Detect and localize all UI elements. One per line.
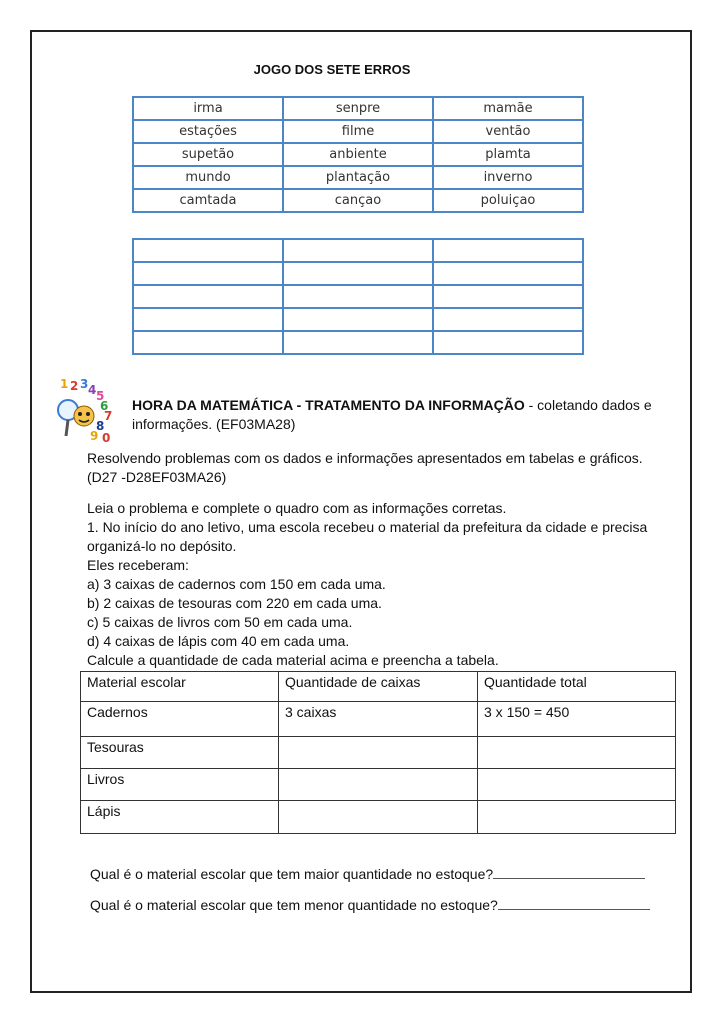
answer-cell[interactable] [133,285,283,308]
answer-cell[interactable] [283,308,433,331]
answer-cell[interactable] [133,331,283,354]
table-row [81,702,676,737]
table-row [133,97,583,120]
character-face-icon [74,406,94,426]
material-name: Lápis [81,801,279,834]
question-2 [90,897,650,913]
boxes-cell[interactable] [279,769,478,801]
table-row [133,308,583,331]
total-cell[interactable] [478,737,676,769]
problem-line-1: 1. No início do ano letivo, uma escola recebeu o material da prefeitura da cidade e precisa [87,519,648,535]
digit-5: 5 [96,389,105,403]
item-c: c) 5 caixas de livros com 50 em cada uma. [87,614,353,630]
material-table [80,671,676,834]
item-a: a) 3 caixas de cadernos com 150 em cada uma. [87,576,386,592]
header-material: Material escolar [81,672,279,702]
table-row [133,262,583,285]
word-cell: camtada [133,189,283,212]
intro-line-1: Resolvendo problemas com os dados e informações apresentados em tabelas e gráficos. [87,450,643,466]
table-row [133,143,583,166]
received-text: Eles receberam: [87,557,189,573]
word-cell: mundo [133,166,283,189]
digit-2: 2 [70,379,79,393]
answer-cell[interactable] [283,331,433,354]
problem-line-2: organizá-lo no depósito. [87,538,237,554]
answer-cell[interactable] [283,239,433,262]
answer-cell[interactable] [433,308,583,331]
answer-cell[interactable] [433,239,583,262]
total-cell[interactable]: 3 x 150 = 450 [478,702,676,737]
answer-table [132,238,584,355]
table-row [133,120,583,143]
table-row [133,285,583,308]
header-boxes: Quantidade de caixas [279,672,478,702]
table-row [133,189,583,212]
item-b: b) 2 caixas de tesouras com 220 em cada uma. [87,595,382,611]
word-cell: poluiçao [433,189,583,212]
section-heading-bold: HORA DA MATEMÁTICA - TRATAMENTO DA INFORMAÇÃO [132,397,525,413]
answer-cell[interactable] [433,285,583,308]
digit-9: 9 [90,429,99,443]
boxes-cell[interactable] [279,737,478,769]
word-cell: filme [283,120,433,143]
answer-line-2[interactable] [498,897,650,910]
word-cell: mamãe [433,97,583,120]
word-table [132,96,584,213]
instruction-text: Leia o problema e complete o quadro com as informações corretas. [87,500,507,516]
answer-cell[interactable] [283,262,433,285]
section-heading-rest: - coletando dados e informações. (EF03MA28) [132,397,652,432]
calc-instruction: Calcule a quantidade de cada material acima e preencha a tabela. [87,652,499,668]
material-name: Cadernos [81,702,279,737]
question-1-text: Qual é o material escolar que tem maior quantidade no estoque? [90,866,494,882]
digit-7: 7 [104,409,113,423]
total-cell[interactable] [478,801,676,834]
table-row [81,801,676,834]
math-numbers-logo [52,378,122,444]
digit-8: 8 [96,419,105,433]
boxes-cell[interactable] [279,801,478,834]
answer-line-1[interactable] [493,866,645,879]
word-cell: irma [133,97,283,120]
table-row [81,769,676,801]
table-header-row [81,672,676,702]
digit-4: 4 [88,383,97,397]
digit-0: 0 [102,431,111,444]
word-cell: ventão [433,120,583,143]
word-cell: estações [133,120,283,143]
table-row [133,239,583,262]
answer-cell[interactable] [283,285,433,308]
table-row [133,166,583,189]
answer-cell[interactable] [133,262,283,285]
question-1 [90,866,645,882]
item-d: d) 4 caixas de lápis com 40 em cada uma. [87,633,350,649]
answer-cell[interactable] [433,331,583,354]
worksheet-title: JOGO DOS SETE ERROS [253,62,411,77]
material-name: Livros [81,769,279,801]
word-cell: plamta [433,143,583,166]
intro-line-2: (D27 -D28EF03MA26) [87,469,227,485]
word-cell: supetão [133,143,283,166]
question-2-text: Qual é o material escolar que tem menor quantidade no estoque? [90,897,498,913]
total-cell[interactable] [478,769,676,801]
answer-cell[interactable] [433,262,583,285]
word-cell: cançao [283,189,433,212]
answer-cell[interactable] [133,239,283,262]
word-cell: plantação [283,166,433,189]
section-heading [132,396,677,434]
digit-1: 1 [60,378,69,391]
table-row [133,331,583,354]
answer-cell[interactable] [133,308,283,331]
digit-6: 6 [100,399,109,413]
word-cell: inverno [433,166,583,189]
word-cell: senpre [283,97,433,120]
material-name: Tesouras [81,737,279,769]
header-total: Quantidade total [478,672,676,702]
word-cell: anbiente [283,143,433,166]
boxes-cell[interactable]: 3 caixas [279,702,478,737]
digit-3: 3 [80,378,89,391]
table-row [81,737,676,769]
